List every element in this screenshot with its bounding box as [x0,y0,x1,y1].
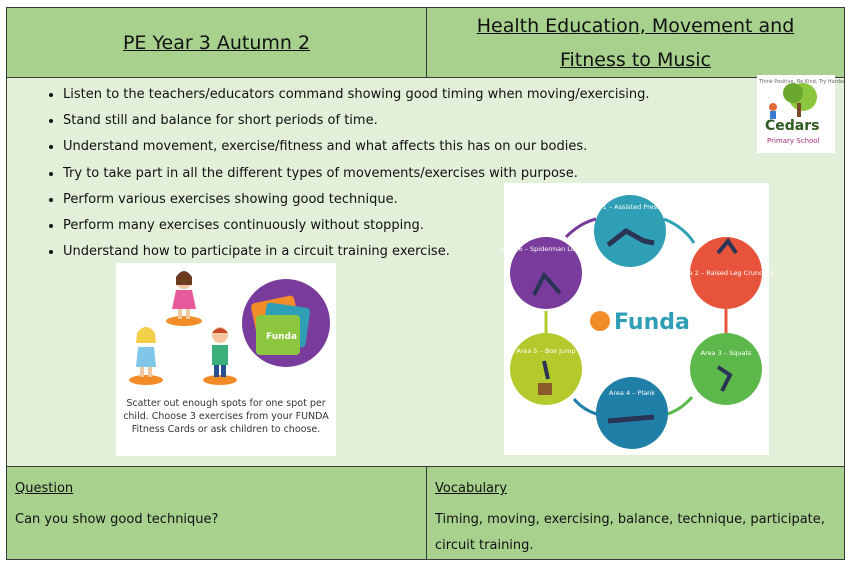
child-girl-icon [172,271,196,319]
floor-spot-icon [203,375,237,385]
vocabulary-text: Timing, moving, exercising, balance, technique, participate, circuit training. [435,512,825,553]
box-icon [538,383,552,395]
funda-logo-icon [590,311,610,331]
page-title: PE Year 3 Autumn 2 [122,31,311,54]
area-1-node [586,195,675,267]
objective-item: • Listen to the teachers/educators command showing good timing when moving/exercising. [63,82,713,108]
floor-spot-icon [166,316,202,326]
child-figure-icon [769,103,777,111]
objective-item: • Understand how to participate in a circuit training exercise. [63,239,713,265]
funda-cards-icon [242,279,330,367]
spots-caption: Scatter out enough spots for one spot per child. Choose 3 exercises from your FUNDA Fitness Cards or ask children to choose. [123,398,329,435]
flow-arrow [664,397,692,415]
floor-spot-icon [129,375,163,385]
logo-subtitle: Primary School [767,137,820,145]
child-boy-icon [212,327,228,377]
objective-item: • Perform many exercises continuously without stopping. [63,213,713,239]
area-5-node [510,333,582,405]
school-logo [757,75,846,153]
card-label: Funda [266,332,298,342]
funda-brand: Funda [614,310,690,335]
objective-item: • Try to take part in all the different types of movements/exercises with purpose. [63,161,713,187]
vocabulary-cell [427,467,844,559]
area-label: Area 5 – Box Jump [516,347,576,355]
objective-item: • Perform various exercises showing good technique. [63,187,713,213]
spots-illustration [116,263,336,456]
flow-arrow [664,219,694,243]
logo-name: Cedars [765,118,820,134]
logo-slogan: Think Positive, Be Kind, Try Harder [759,79,846,85]
question-heading: Question [15,481,74,496]
question-text: Can you show good technique? [15,512,219,527]
header-left-cell [7,8,427,78]
area-label: Area 4 – Plank [608,389,656,397]
child-girl-blonde-icon [136,327,156,377]
vocabulary-heading: Vocabulary [435,481,508,496]
circuit-diagram [501,183,775,455]
area-4-node [596,377,668,449]
funda-logo [590,310,690,335]
objective-item: • Understand movement, exercise/fitness and what affects this has on our bodies. [63,134,713,160]
flow-arrow [566,219,596,237]
question-cell [7,467,427,559]
area-2-node [678,237,775,309]
header-right-cell [427,8,844,78]
area-label: Area 6 – Spiderman Lunges [501,245,591,253]
area-label: Area 1 – Assisted Press-ups [585,203,675,211]
area-3-node [690,333,762,405]
topic-title: Health Education, Movement and Fitness to Music [476,14,795,71]
area-6-node [501,237,591,309]
area-label: Area 2 – Raised Leg Crunches [677,269,775,277]
area-label: Area 3 – Squats [700,349,752,357]
objective-item: • Stand still and balance for short periods of time. [63,108,713,134]
